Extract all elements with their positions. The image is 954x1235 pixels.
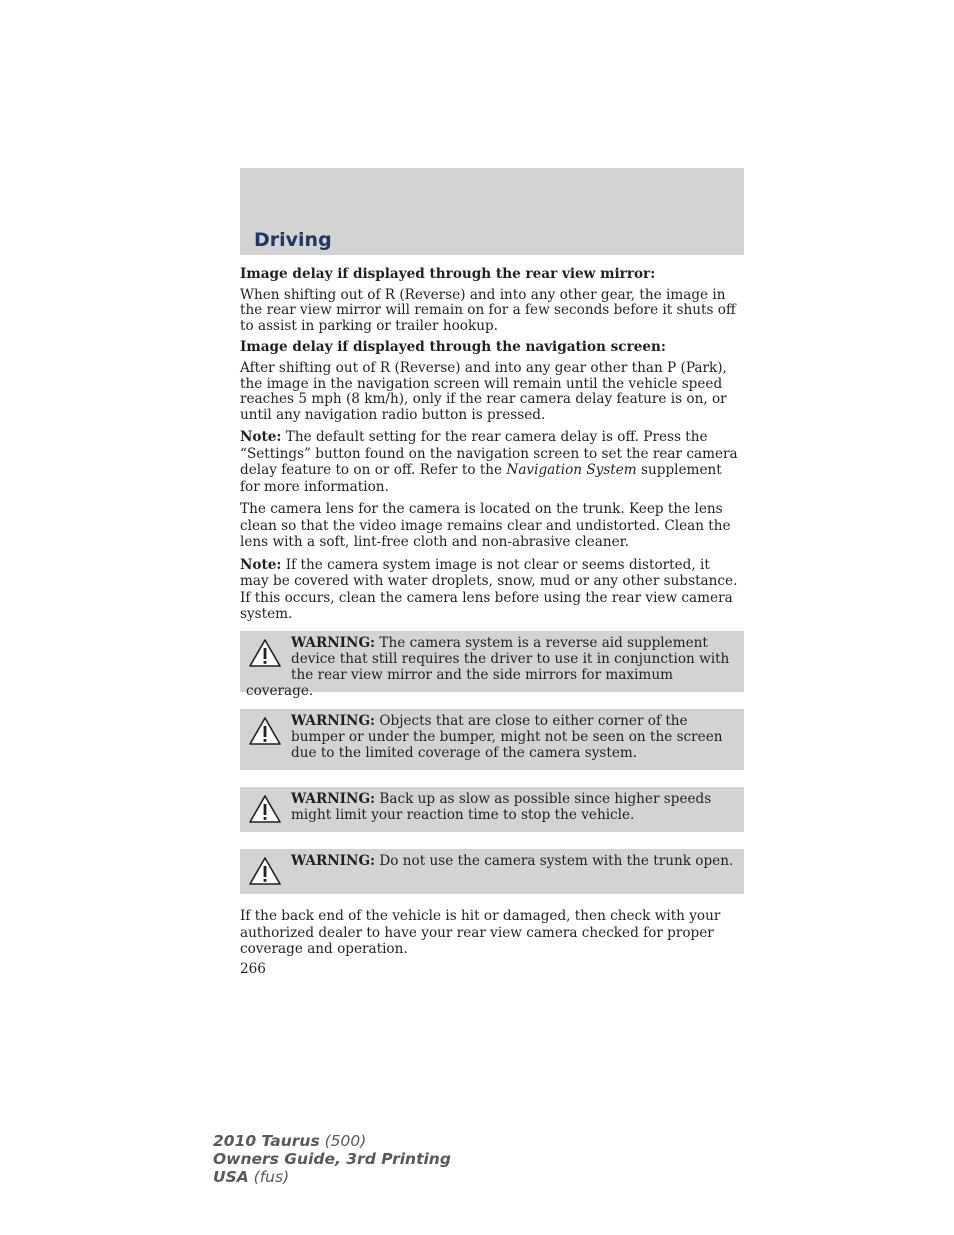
lens-paragraph: The camera lens for the camera is located on the trunk. Keep the lens clean so that the video image remains clear and undistorted. Clean the lens with a soft, lint-free cloth and non-abrasive cleaner. [240, 501, 731, 551]
footer-market-code: (fus) [248, 1168, 290, 1186]
footer-guide: Owners Guide, 3rd Printing [213, 1150, 451, 1168]
note-text-a: The default setting for the rear camera delay is off. Press the “Settings” button found on the navigation screen to set the rear camera delay feature to on or off. Refer to the [240, 429, 738, 479]
section-title: Driving [254, 229, 332, 251]
damage-paragraph: If the back end of the vehicle is hit or damaged, then check with your authorized dealer to have your rear view camera checked for proper coverage and operation. [240, 908, 721, 957]
nav-heading: Image delay if displayed through the navigation screen: [240, 339, 666, 356]
warning-text: Back up as slow as possible since higher speeds might limit your reaction time to stop the vehicle. [291, 791, 712, 823]
note-label: Note: [240, 556, 282, 573]
main-content [240, 267, 740, 629]
mirror-heading: Image delay if displayed through the rear view mirror: [240, 266, 656, 282]
note-distorted [240, 557, 740, 623]
warning-triangle-icon [248, 856, 282, 886]
warning-label: WARNING: [291, 791, 376, 807]
navigation-system-ref: Navigation System [506, 462, 637, 479]
warning-text: Do not use the camera system with the trunk open. [375, 853, 734, 869]
section-header-bar [240, 168, 744, 255]
footer-market [213, 1168, 451, 1186]
warning-triangle-icon [248, 716, 282, 746]
footer-model [213, 1132, 451, 1150]
warning-label: WARNING: [291, 713, 376, 729]
note-text: If the camera system image is not clear or seems distorted, it may be covered with water droplets, snow, mud or any other substance. If this occurs, clean the camera lens before using the rear view camera system. [240, 556, 738, 623]
nav-paragraph: After shifting out of R (Reverse) and into any gear other than P (Park), the image in the navigation screen will remain until the vehicle speed reaches 5 mph (8 km/h), only if the rear camera delay feature is on, or until any navigation radio button is pressed. [240, 359, 727, 423]
note-settings [240, 429, 740, 495]
mirror-paragraph: When shifting out of R (Reverse) and into any other gear, the image in the rear view mirror will remain on for a few seconds before it shuts off to assist in parking or trailer hookup. [240, 286, 736, 334]
warning-box [240, 709, 744, 770]
warning-triangle-icon [248, 638, 282, 668]
page-number: 266 [240, 961, 266, 977]
note-text-b: supplement for more information. [240, 462, 722, 495]
warning-box [240, 849, 744, 894]
warning-triangle-icon [248, 794, 282, 824]
warning-text: Objects that are close to either corner of the bumper or under the bumper, might not be seen on the screen due to the limited coverage of the camera system. [291, 713, 723, 761]
warning-label: WARNING: [291, 853, 376, 869]
note-label: Note: [240, 429, 282, 446]
footer-model-name: 2010 Taurus [213, 1132, 320, 1150]
warning-text: The camera system is a reverse aid supplement device that still requires the driver to use it in conjunction with the rear view mirror and the side mirrors for maximum coverage. [246, 635, 730, 699]
footer-market-name: USA [213, 1168, 249, 1186]
footer-model-code: (500) [319, 1132, 367, 1150]
warning-box [240, 631, 744, 699]
document-footer [213, 1132, 451, 1186]
warning-box [240, 787, 744, 832]
warning-label: WARNING: [291, 635, 376, 651]
